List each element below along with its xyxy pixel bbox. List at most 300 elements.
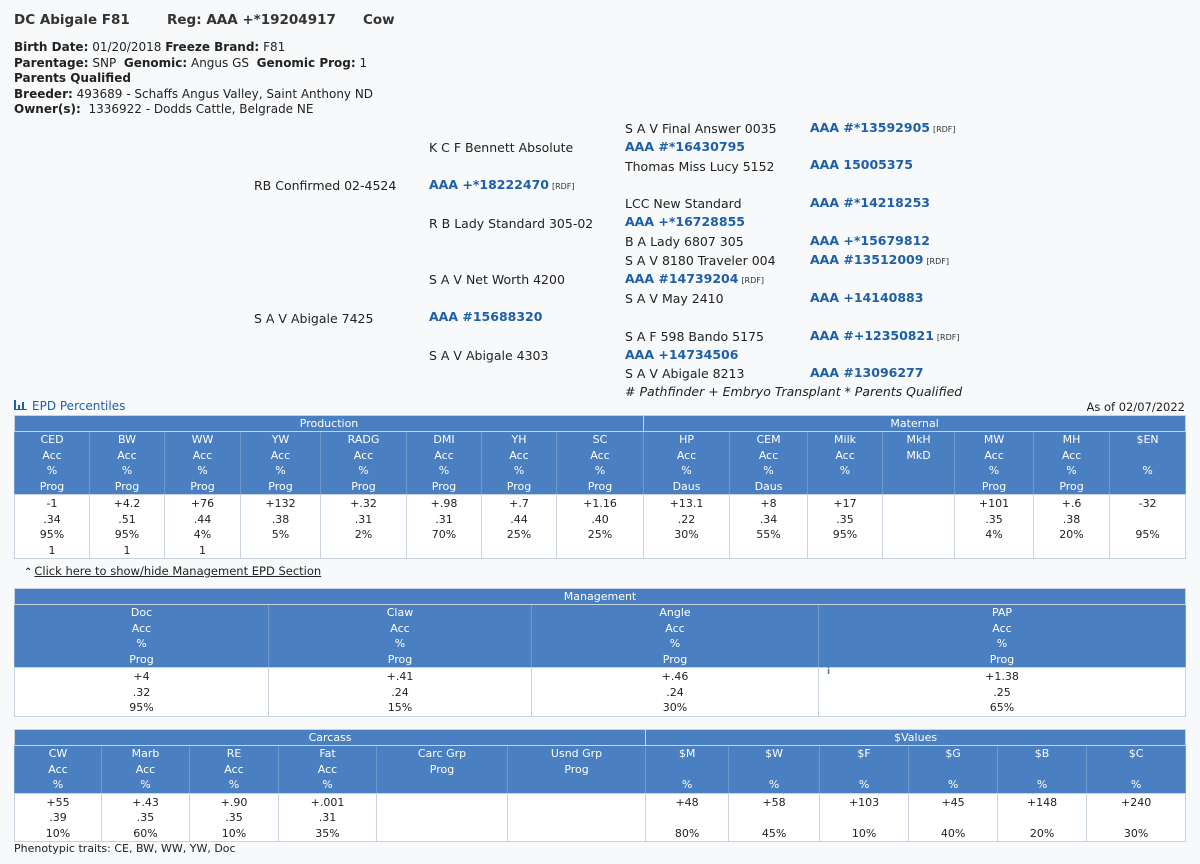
data-cell [508, 793, 646, 842]
pedigree-dds-name[interactable]: S A F 598 Bando 5175 [625, 329, 764, 344]
header-line: Acc [390, 621, 410, 635]
value-line: +45 [941, 795, 965, 809]
column-header [407, 432, 482, 495]
header-line: Acc [135, 762, 156, 776]
value-line: 95% [129, 701, 154, 714]
column-header [190, 746, 279, 794]
pedigree-sd-name[interactable]: R B Lady Standard 305-02 [429, 216, 594, 231]
value-line: 1 [48, 543, 56, 557]
pedigree-ddd-name[interactable]: S A V Abigale 8213 [625, 366, 745, 381]
value-line: 1 [123, 543, 131, 557]
value-line [1110, 543, 1185, 559]
column-header [508, 746, 646, 794]
value-line: +240 [1121, 795, 1152, 809]
column-header [644, 432, 730, 495]
header-line: Prog [989, 652, 1015, 666]
value-line [883, 527, 954, 543]
pedigree-dds-reg[interactable] [810, 328, 959, 343]
header-line: Marb [131, 747, 160, 760]
value-line: +148 [1026, 795, 1058, 809]
value-line: 15% [387, 701, 413, 714]
header-line: Prog [190, 479, 215, 493]
data-cell [557, 495, 644, 559]
value-line [377, 795, 507, 811]
value-line: +.90 [220, 795, 248, 809]
freeze-brand: F81 [263, 40, 286, 54]
data-cell [909, 793, 998, 842]
value-line: .34 [759, 512, 778, 526]
header-line [646, 762, 728, 778]
value-line: .25 [993, 685, 1011, 699]
pedigree-sds-name[interactable]: LCC New Standard [625, 196, 742, 211]
header-line: Acc [42, 448, 62, 462]
column-header [15, 605, 269, 668]
value-line: 30% [674, 528, 699, 541]
value-line: 35% [315, 826, 340, 840]
value-line [1110, 512, 1185, 528]
owner: 1336922 - Dodds Cattle, Belgrade NE [88, 102, 314, 116]
value-line: .44 [510, 512, 528, 526]
value-line: +103 [848, 795, 880, 809]
value-line [241, 543, 320, 559]
pedigree-dds-rdf-tag: [RDF] [936, 333, 960, 342]
data-cell [729, 793, 820, 842]
value-line: 95% [39, 528, 65, 541]
pedigree-dss-name[interactable]: S A V 8180 Traveler 004 [625, 253, 776, 268]
value-line: +17 [833, 497, 857, 510]
value-line: .32 [132, 685, 151, 699]
header-line: Prog [564, 762, 589, 776]
value-line: 95% [832, 528, 858, 541]
birth-date: 01/20/2018 [92, 40, 162, 54]
pedigree-dss-reg[interactable] [810, 252, 949, 267]
value-line [482, 543, 556, 559]
value-line: .34 [43, 512, 61, 526]
header-line: $EN [1136, 433, 1159, 446]
header-line [998, 762, 1086, 778]
column-header [377, 746, 508, 794]
header-line: % [121, 464, 133, 477]
header-line: % [669, 637, 681, 650]
animal-sex: Cow [363, 12, 395, 28]
carcass-values-table [14, 729, 1186, 842]
data-cell [646, 793, 729, 842]
value-line: 55% [756, 528, 781, 541]
value-line: +1.16 [583, 497, 617, 510]
value-line: +.41 [386, 670, 414, 683]
value-line: 95% [1135, 528, 1160, 541]
header-line: Usnd Grp [550, 747, 603, 760]
pedigree-dss-rdf-tag: [RDF] [926, 257, 949, 266]
header-line [883, 479, 954, 495]
pedigree-sdd-name[interactable]: B A Lady 6807 305 [625, 234, 744, 249]
value-line: .39 [49, 811, 67, 824]
pedigree-sd-reg[interactable] [625, 214, 745, 229]
pedigree-dsd-reg[interactable] [810, 290, 923, 305]
animal-name: DC Abigale F81 [14, 12, 130, 28]
toggle-management-link[interactable] [24, 564, 321, 578]
pedigree-dds-reg-number[interactable]: AAA #+12350821 [810, 328, 934, 343]
column-header [883, 432, 955, 495]
registration-number: Reg: AAA +*19204917 [167, 12, 336, 28]
header-line: Prog [981, 479, 1007, 493]
header-line: % [46, 464, 58, 477]
header-line: Milk [834, 433, 857, 446]
management-table [14, 588, 1186, 717]
pedigree-ss-reg[interactable] [625, 139, 745, 154]
data-cell [269, 668, 532, 717]
value-line: .35 [836, 512, 854, 526]
pedigree-ss-name[interactable]: K C F Bennett Absolute [429, 140, 574, 155]
owner-line [14, 102, 373, 118]
value-line: 5% [271, 528, 290, 541]
column-header [165, 432, 241, 495]
header-line: % [839, 464, 851, 477]
value-line: +1.38 [985, 670, 1019, 683]
value-line: +58 [762, 795, 786, 809]
column-header [820, 746, 909, 794]
header-line: % [1142, 464, 1153, 477]
header-line: Prog [268, 479, 293, 493]
value-line: 95% [114, 528, 140, 541]
value-line [883, 512, 954, 528]
header-line: % [996, 637, 1008, 650]
data-cell [15, 495, 90, 559]
header-line: Prog [1059, 479, 1084, 493]
data-cell [321, 495, 407, 559]
pedigree-sire-rdf-tag: [RDF] [551, 182, 575, 191]
value-line: .31 [435, 512, 453, 526]
freeze-brand-label: Freeze Brand: [165, 40, 260, 54]
column-header [482, 432, 557, 495]
column-header [90, 432, 165, 495]
pedigree-sss-name[interactable]: S A V Final Answer 0035 [625, 121, 777, 136]
header-line: Acc [131, 621, 152, 635]
column-header [269, 605, 532, 668]
header-line: Acc [270, 448, 291, 462]
header-line: % [594, 464, 606, 477]
epd-percentiles-title[interactable] [14, 399, 125, 413]
header-line: YW [271, 433, 290, 446]
data-cell [165, 495, 241, 559]
header-line: Acc [984, 448, 1004, 462]
header-line: % [681, 778, 693, 791]
header-line: Acc [835, 448, 855, 462]
header-line: Acc [224, 762, 244, 776]
value-line: 25% [506, 528, 532, 541]
header-line: % [358, 464, 369, 477]
header-line: $W [765, 747, 784, 760]
header-line: Acc [509, 448, 529, 462]
value-line [557, 543, 643, 559]
header-line: % [763, 464, 774, 477]
pedigree-dd-reg-number[interactable]: AAA +14734506 [625, 347, 739, 362]
value-line: .24 [666, 685, 684, 699]
header-line: % [513, 464, 525, 477]
info-icon[interactable]: i [823, 667, 834, 683]
value-line: +4 [133, 670, 150, 683]
pedigree-dss-reg-number[interactable]: AAA #13512009 [810, 252, 924, 267]
value-line: .51 [118, 512, 136, 526]
column-header [557, 432, 644, 495]
data-cell [90, 495, 165, 559]
header-line: % [140, 778, 151, 791]
data-cell [998, 793, 1087, 842]
value-line: 30% [662, 701, 688, 714]
value-line: .31 [354, 512, 373, 526]
header-line: $F [857, 747, 871, 760]
data-cell [15, 793, 102, 842]
header-line: Prog [114, 479, 140, 493]
pedigree-ddd-reg-number[interactable]: AAA #13096277 [810, 365, 924, 380]
value-line [820, 810, 908, 826]
data-cell [279, 793, 377, 842]
header-line: Prog [429, 762, 455, 776]
header-line: MH [1062, 433, 1081, 446]
header-line: $M [678, 747, 696, 760]
column-header [646, 746, 729, 794]
header-line: Daus [754, 479, 783, 493]
data-cell [1087, 793, 1186, 842]
header-line: Acc [192, 448, 213, 462]
pedigree-sire-reg-number[interactable]: AAA +*18222470 [429, 177, 549, 192]
column-header [1110, 432, 1186, 495]
header-line: BW [117, 433, 137, 446]
pedigree-sire-name[interactable]: RB Confirmed 02-4524 [254, 178, 397, 193]
header-line: % [947, 778, 959, 791]
data-cell [820, 793, 909, 842]
pedigree-sire-reg[interactable] [429, 177, 575, 192]
breeder-label: Breeder: [14, 86, 73, 101]
value-line: +.6 [1061, 497, 1082, 510]
value-line [808, 543, 882, 559]
pedigree-sss-reg[interactable] [810, 120, 956, 135]
value-line: .22 [677, 512, 696, 526]
genomic-label: Genomic: [123, 55, 188, 70]
pedigree-legend: # Pathfinder + Embryo Transplant * Parents Qualified [625, 384, 963, 399]
header-line: Acc [758, 448, 779, 462]
value-line [644, 543, 729, 559]
details-block [14, 40, 373, 118]
data-cell [482, 495, 557, 559]
header-line: Prog [351, 479, 376, 493]
carcass-group-header: Carcass [15, 730, 646, 746]
pedigree-sss-reg-number[interactable]: AAA #*13592905 [810, 120, 930, 135]
value-line [377, 810, 507, 826]
header-line: Acc [676, 448, 697, 462]
header-line: Acc [1061, 448, 1082, 462]
value-line: -1 [46, 497, 58, 510]
value-line: +.46 [661, 670, 689, 683]
pedigree-ddd-reg[interactable] [810, 365, 923, 380]
as-of-date: As of 02/07/2022 [1086, 400, 1185, 414]
header-line: Acc [590, 448, 610, 462]
parentage: SNP [92, 55, 117, 70]
pedigree-ssd-reg-number[interactable]: AAA 15005375 [810, 157, 913, 172]
header-line: Prog [39, 479, 65, 493]
value-line: +101 [978, 497, 1010, 510]
value-line [1034, 543, 1109, 559]
header-line: Prog [506, 479, 532, 493]
value-line [508, 795, 645, 811]
parents-qualified: Parents Qualified [14, 71, 131, 85]
value-line [883, 543, 954, 559]
bar-chart-icon [14, 400, 27, 410]
pedigree-dam-reg-number[interactable]: AAA #15688320 [429, 309, 543, 324]
header-line: RADG [347, 433, 380, 446]
header-line: % [681, 464, 692, 477]
data-cell [102, 793, 190, 842]
pedigree-sds-reg[interactable] [810, 195, 930, 210]
pedigree-sd-reg-number[interactable]: AAA +*16728855 [625, 214, 745, 229]
header-line: Claw [386, 606, 414, 619]
value-line [377, 826, 507, 842]
column-header [909, 746, 998, 794]
header-line: % [1130, 778, 1142, 791]
pedigree-ds-name[interactable]: S A V Net Worth 4200 [429, 272, 565, 287]
value-line: .40 [591, 512, 609, 526]
value-line: +.43 [132, 795, 159, 809]
value-line: -32 [1138, 497, 1157, 510]
value-line: 10% [851, 826, 877, 840]
chevron-up-icon: ⌃ [24, 567, 33, 578]
header-line: HP [679, 433, 694, 446]
pedigree-dsd-name[interactable]: S A V May 2410 [625, 291, 724, 306]
owner-label: Owner(s): [14, 102, 81, 116]
genomic-prog: 1 [359, 55, 368, 70]
toggle-management-label[interactable]: Click here to show/hide Management EPD Section [34, 564, 322, 578]
value-line: +.32 [350, 497, 377, 510]
column-header [729, 746, 820, 794]
header-line: Angle [659, 606, 691, 619]
data-cell [644, 495, 730, 559]
pedigree-dd-name[interactable]: S A V Abigale 4303 [429, 348, 549, 363]
header-line: RE [226, 747, 242, 760]
pedigree-ds-reg-number[interactable]: AAA #14739204 [625, 271, 739, 286]
data-cell [15, 668, 269, 717]
pedigree-dam-name[interactable]: S A V Abigale 7425 [254, 311, 374, 326]
header-line: % [1066, 464, 1077, 477]
pedigree-ss-reg-number[interactable]: AAA #*16430795 [625, 139, 745, 154]
header-line: SC [592, 433, 608, 446]
production-group-header: Production [15, 416, 644, 432]
value-line: +.7 [509, 497, 529, 510]
data-cell [190, 793, 279, 842]
value-line: +4.2 [113, 497, 141, 510]
data-cell [1110, 495, 1186, 559]
header-line: PAP [991, 606, 1013, 619]
data-cell [819, 668, 1186, 717]
value-line: +.98 [430, 497, 458, 510]
header-line: Acc [353, 448, 374, 462]
pedigree-sds-reg-number[interactable]: AAA #*14218253 [810, 195, 930, 210]
pedigree-dam-reg[interactable] [429, 309, 542, 324]
genomic: Angus GS [190, 55, 250, 70]
header-line: Doc [130, 606, 153, 619]
header-line [820, 762, 908, 778]
value-line: 45% [761, 826, 787, 840]
header-line: Acc [48, 762, 68, 776]
header-line: Prog [587, 479, 613, 493]
value-line [909, 810, 997, 826]
header-line: $C [1128, 747, 1144, 760]
value-line: 40% [940, 826, 966, 840]
header-line: % [988, 464, 1000, 477]
header-line: % [858, 778, 870, 791]
value-line: 20% [1029, 826, 1055, 840]
column-header [15, 746, 102, 794]
header-line: Acc [992, 621, 1012, 635]
header-line: % [228, 778, 240, 791]
header-line [508, 777, 645, 793]
header-line: $B [1034, 747, 1050, 760]
value-line: .35 [225, 811, 243, 824]
value-line: 80% [674, 826, 700, 840]
value-line: .24 [391, 685, 409, 699]
header-line: DMI [433, 433, 455, 446]
column-header [998, 746, 1087, 794]
header-line: Prog [129, 652, 154, 666]
value-line: +76 [190, 497, 215, 510]
value-line: +132 [265, 497, 296, 510]
column-header [15, 432, 90, 495]
value-line: .35 [985, 512, 1003, 526]
value-line: 4% [193, 528, 212, 541]
column-header [241, 432, 321, 495]
header-line: Acc [117, 448, 137, 462]
value-line: +.001 [310, 795, 345, 809]
pedigree-sdd-reg[interactable] [810, 233, 930, 248]
value-line [730, 543, 807, 559]
value-line: 2% [354, 528, 373, 541]
header-line: % [52, 778, 64, 791]
value-line [321, 543, 406, 559]
header-line: CW [48, 747, 68, 760]
header-line: WW [191, 433, 214, 446]
breeder-line [14, 87, 373, 103]
value-line: 10% [45, 826, 71, 840]
header-line: Daus [672, 479, 701, 493]
pedigree-dd-reg[interactable] [625, 347, 738, 362]
pedigree-ssd-reg[interactable] [810, 157, 913, 172]
genomic-prog-label: Genomic Prog: [256, 55, 356, 70]
birth-date-label: Birth Date: [14, 40, 89, 54]
value-line: +48 [675, 795, 699, 809]
column-header [808, 432, 883, 495]
pedigree-dsd-reg-number[interactable]: AAA +14140883 [810, 290, 924, 305]
header-line [808, 479, 882, 495]
epd-title-label: EPD Percentiles [32, 399, 126, 413]
header-line: Prog [387, 652, 413, 666]
value-line [646, 810, 728, 826]
pedigree-ssd-name[interactable]: Thomas Miss Lucy 5152 [625, 159, 775, 174]
header-line: Acc [434, 448, 454, 462]
column-header [102, 746, 190, 794]
value-line: +13.1 [669, 497, 704, 510]
column-header [532, 605, 819, 668]
value-line [998, 810, 1086, 826]
birth-line [14, 40, 373, 56]
pedigree-ds-rdf-tag: [RDF] [741, 276, 764, 285]
header-line: MkH [906, 433, 931, 446]
value-line: +8 [760, 497, 777, 510]
pedigree-ds-reg[interactable] [625, 271, 764, 286]
header-line: MkD [906, 448, 931, 462]
header-line: CEM [756, 433, 781, 446]
pedigree-sdd-reg-number[interactable]: AAA +*15679812 [810, 233, 930, 248]
data-cell [730, 495, 808, 559]
header-line [1087, 762, 1185, 778]
